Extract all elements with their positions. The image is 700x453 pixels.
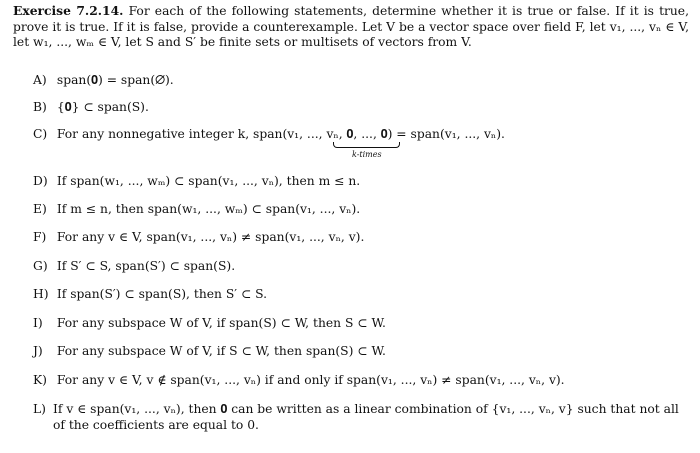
statement-text: If S′ ⊂ S, span(S′) ⊂ span(S). — [56, 259, 236, 273]
exercise-intro — [13, 3, 689, 51]
statement-label: H) — [33, 287, 49, 301]
statement-text: If span(w₁, ..., wₘ) ⊂ span(v₁, ..., vₙ), then m ≤ n. — [56, 174, 361, 188]
statement-b — [33, 100, 690, 116]
statement-text: For any v ∈ V, span(v₁, ..., vₙ) ≠ span(v₁, ..., vₙ, v). — [56, 230, 365, 244]
statement-c — [33, 127, 690, 143]
statement-text: If span(S′) ⊂ span(S), then S′ ⊂ S. — [56, 287, 268, 301]
statement-j — [33, 344, 690, 360]
statement-text: If v ∈ span(v₁, ..., vₙ), then 𝟎 can be written as a linear combination of {v₁, ..., vₙ, v} such that not all of the coefficients are equal to 0. — [53, 402, 679, 432]
statement-text: If m ≤ n, then span(w₁, ..., wₘ) ⊂ span(v₁, ..., vₙ). — [56, 202, 361, 216]
statement-label: D) — [33, 174, 48, 188]
statement-l — [33, 402, 690, 433]
k-times-brace — [333, 142, 400, 148]
statement-g — [33, 259, 690, 275]
statement-label: F) — [33, 230, 47, 244]
statement-k — [33, 373, 690, 389]
statement-h — [33, 287, 690, 303]
statement-label: A) — [33, 73, 47, 87]
statement-f — [33, 230, 690, 246]
statement-i — [33, 316, 690, 332]
statement-e — [33, 202, 690, 218]
exercise-title: Exercise 7.2.14. — [13, 3, 124, 18]
statement-label: B) — [33, 100, 47, 114]
statement-label: L) — [33, 402, 46, 416]
statement-text: For any nonnegative integer k, span(v₁, ..., vₙ, 𝟎, ..., 𝟎) = span(v₁, ..., vₙ). — [56, 127, 505, 141]
statement-text: For any v ∈ V, v ∉ span(v₁, ..., vₙ) if and only if span(v₁, ..., vₙ) ≠ span(v₁, ..., vₙ, v). — [56, 373, 565, 387]
statement-text: For any subspace W of V, if S ⊂ W, then span(S) ⊂ W. — [56, 344, 386, 358]
statement-a — [33, 73, 690, 89]
statement-label: K) — [33, 373, 47, 387]
k-times-label: k-times — [352, 150, 382, 159]
statement-label: I) — [33, 316, 43, 330]
statement-label: G) — [33, 259, 48, 273]
statement-label: C) — [33, 127, 48, 141]
exercise-intro-text: For each of the following statements, determine whether it is true or false. If it is true, prove it is true. If it is false, provide a counterexample. Let V be a vector space over field F, let v₁, ..., vₙ ∈ V, let w₁, ..., wₘ ∈ V, let S and S′ be finite sets or multisets of vectors from V. — [13, 4, 689, 50]
statement-label: E) — [33, 202, 47, 216]
statement-d — [33, 174, 690, 190]
statement-label: J) — [33, 344, 43, 358]
statement-text: {𝟎} ⊂ span(S). — [56, 100, 149, 114]
statement-text: span(𝟎) = span(∅). — [56, 73, 174, 87]
statement-text: For any subspace W of V, if span(S) ⊂ W, then S ⊂ W. — [56, 316, 386, 330]
